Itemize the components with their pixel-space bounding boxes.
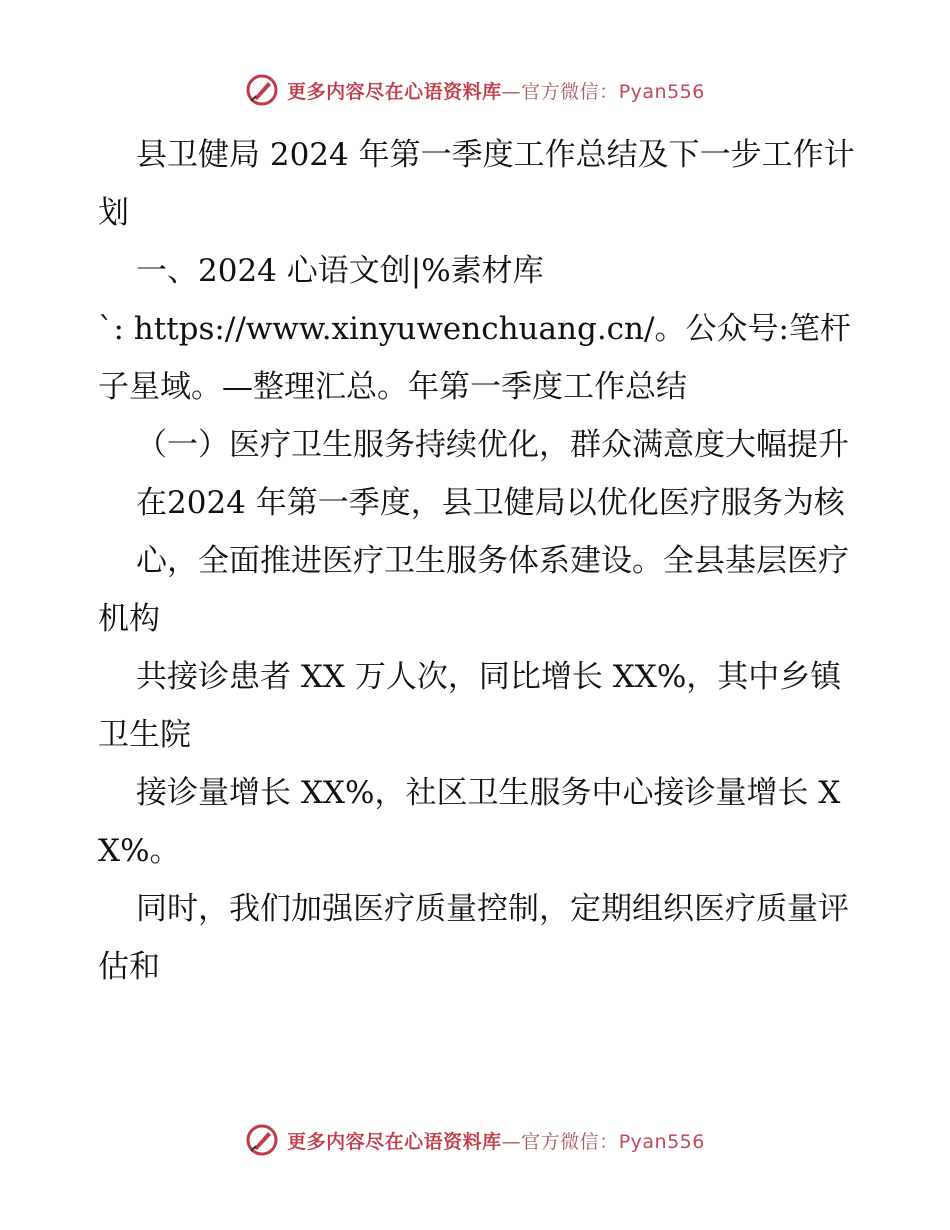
document-body — [98, 126, 858, 996]
footer-banner — [0, 1118, 950, 1162]
header-banner-text — [287, 77, 705, 104]
quill-seal-icon — [245, 1123, 279, 1157]
section-heading: 一、2024 心语文创|%素材库 — [136, 253, 544, 289]
banner-wechat-label: —官方微信： — [501, 80, 619, 103]
header-banner — [0, 68, 950, 112]
banner-wechat-label: —官方微信： — [501, 1130, 619, 1153]
banner-library-text: 更多内容尽在心语资料库 — [287, 1130, 502, 1153]
body-paragraph: 同时，我们加强医疗质量控制，定期组织医疗质量评估和 — [98, 891, 849, 985]
quill-seal-icon — [245, 73, 279, 107]
footer-banner-text — [287, 1127, 705, 1154]
body-paragraph: 接诊量增长 XX%，社区卫生服务中心接诊量增长 XX%。 — [98, 775, 841, 869]
banner-library-text: 更多内容尽在心语资料库 — [287, 80, 502, 103]
body-paragraph: 心，全面推进医疗卫生服务体系建设。全县基层医疗机构 — [98, 543, 849, 637]
body-paragraph: 共接诊患者 XX 万人次，同比增长 XX%，其中乡镇卫生院 — [98, 659, 842, 753]
document-title: 县卫健局 2024 年第一季度工作总结及下一步工作计划 — [98, 137, 855, 231]
banner-wechat-id: Pyan556 — [618, 80, 705, 103]
source-line: `: https://www.xinyuwenchuang.cn/。公众号:笔杆子星域。—整理汇总。年第一季度工作总结 — [98, 311, 851, 405]
body-paragraph: 在2024 年第一季度，县卫健局以优化医疗服务为核 — [136, 485, 845, 521]
banner-wechat-id: Pyan556 — [618, 1130, 705, 1153]
subsection-heading: （一）医疗卫生服务持续优化，群众满意度大幅提升 — [136, 427, 849, 463]
